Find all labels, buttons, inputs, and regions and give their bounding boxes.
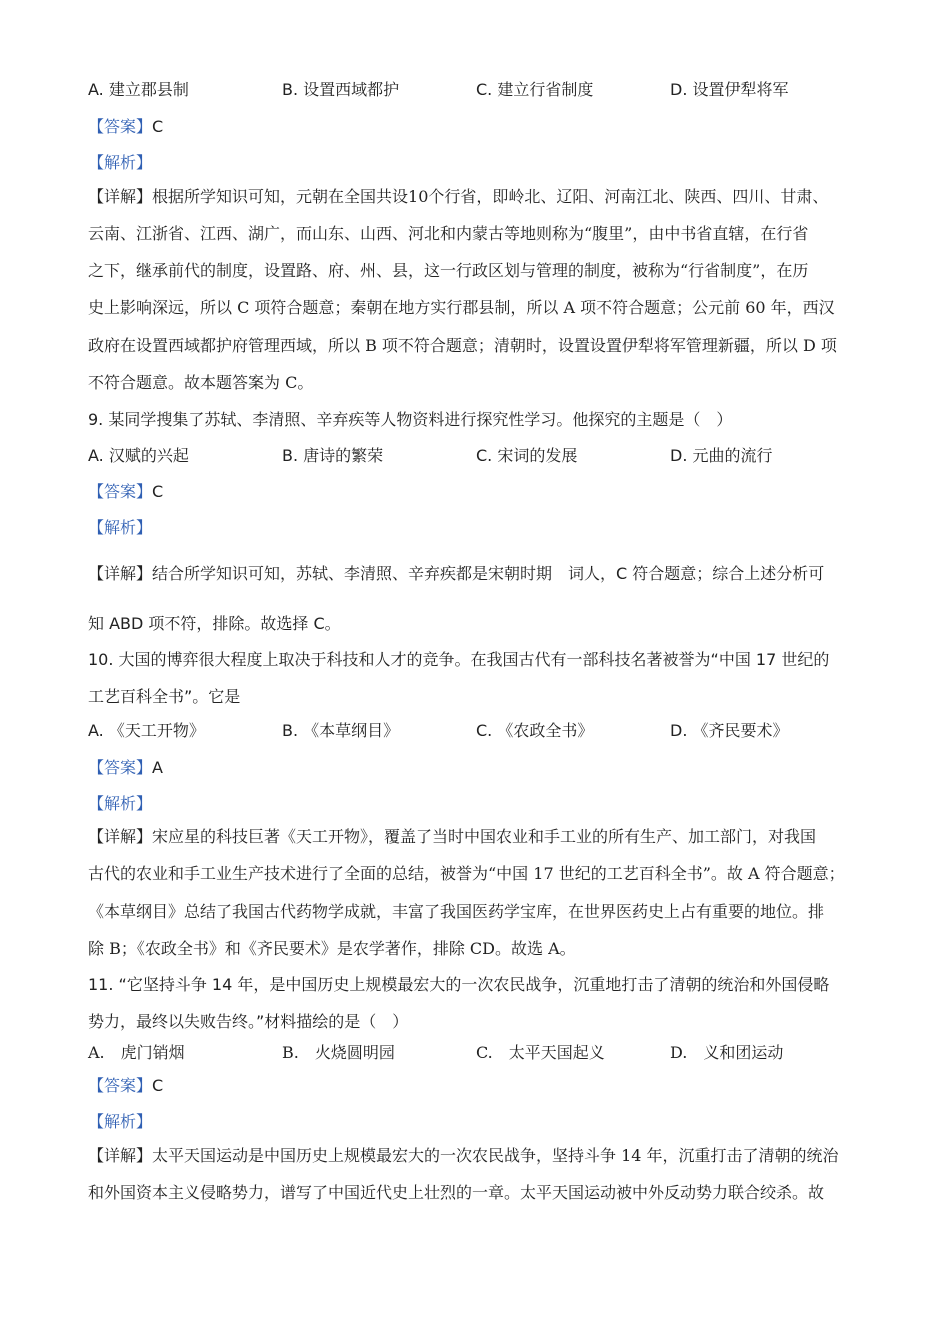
q10-question-line-1: 10. 大国的博弈很大程度上取决于科技和人才的竞争。在我国古代有一部科技名著被誉为“中国 17 世纪的 (88, 650, 830, 669)
q11-answer-label: 【答案】 (88, 1076, 153, 1095)
q11-option-b: B. 火烧圆明园 (282, 1043, 395, 1062)
q11-detail-text-1: 太平天国运动是中国历史上规模最宏大的一次农民战争，坚持斗争 14 年，沉重打击了清朝的统治 (152, 1146, 839, 1165)
q8-option-a: A. 建立郡县制 (88, 80, 189, 99)
q10-answer-label: 【答案】 (88, 758, 153, 777)
q8-answer-value: C (152, 117, 164, 136)
q11-option-a: A. 虎门销烟 (88, 1043, 185, 1062)
q10-answer-value: A (152, 758, 163, 777)
q9-answer-label: 【答案】 (88, 482, 153, 501)
q10-detail-line-4: 除 B；《农政全书》和《齐民要术》是农学著作，排除 CD。故选 A。 (88, 939, 576, 958)
q9-option-d: D. 元曲的流行 (670, 446, 773, 465)
q8-detail-line-4: 史上影响深远，所以 C 项符合题意；秦朝在地方实行郡县制，所以 A 项不符合题意；公元前 60 年，西汉 (88, 298, 835, 317)
q9-analysis-label: 【解析】 (88, 518, 153, 537)
q10-analysis-label: 【解析】 (88, 794, 153, 813)
q8-detail-line-6: 不符合题意。故本题答案为 C。 (88, 373, 314, 392)
q10-question-line-2: 工艺百科全书”。它是 (88, 687, 241, 706)
q11-option-d: D. 义和团运动 (670, 1043, 784, 1062)
q9-option-b: B. 唐诗的繁荣 (282, 446, 384, 465)
q11-question-line-1: 11. “它坚持斗争 14 年，是中国历史上规模最宏大的一次农民战争，沉重地打击了清朝的统治和外国侵略 (88, 975, 830, 994)
q11-detail-label: 【详解】 (88, 1146, 153, 1165)
q8-detail-label: 【详解】 (88, 187, 153, 206)
q10-option-a: A. 《天工开物》 (88, 721, 205, 740)
q11-option-c: C. 太平天国起义 (476, 1043, 605, 1062)
q9-option-c: C. 宋词的发展 (476, 446, 578, 465)
q11-answer-value: C (152, 1076, 164, 1095)
q9-detail-line-2: 知 ABD 项不符，排除。故选择 C。 (88, 614, 341, 633)
q10-option-b: B. 《本草纲目》 (282, 721, 400, 740)
q10-answer (88, 758, 163, 778)
q9-detail-line-1 (88, 564, 824, 584)
q8-analysis-label: 【解析】 (88, 153, 153, 172)
q8-answer-label: 【答案】 (88, 117, 153, 136)
q8-answer (88, 117, 163, 137)
q8-detail-line-5: 政府在设置西域都护府管理西域，所以 B 项不符合题意；清朝时，设置设置伊犁将军管理新疆，所以 D 项 (88, 336, 837, 355)
q11-detail-line-2: 和外国资本主义侵略势力，谱写了中国近代史上壮烈的一章。太平天国运动被中外反动势力联合绞杀。故 (88, 1183, 825, 1202)
q10-detail-label: 【详解】 (88, 827, 153, 846)
q10-detail-text-1: 宋应星的科技巨著《天工开物》，覆盖了当时中国农业和手工业的所有生产、加工部门，对我国 (152, 827, 817, 846)
q8-detail-line-1 (88, 187, 828, 207)
q11-analysis-label: 【解析】 (88, 1112, 153, 1131)
q9-detail-text-1: 结合所学知识可知，苏轼、李清照、辛弃疾都是宋朝时期 词人，C 符合题意；综合上述分析可 (152, 564, 825, 583)
q8-option-d: D. 设置伊犁将军 (670, 80, 789, 99)
q9-question: 9. 某同学搜集了苏轼、李清照、辛弃疾等人物资料进行探究性学习。他探究的主题是（ ） (88, 410, 733, 429)
q8-option-b: B. 设置西域都护 (282, 80, 400, 99)
q10-detail-line-3: 《本草纲目》总结了我国古代药物学成就，丰富了我国医药学宝库，在世界医药史上占有重要的地位。排 (88, 902, 825, 921)
q11-detail-line-1 (88, 1146, 839, 1166)
q10-detail-line-2: 古代的农业和手工业生产技术进行了全面的总结，被誉为“中国 17 世纪的工艺百科全书”。故 A 符合题意； (88, 864, 845, 883)
q10-option-d: D. 《齐民要术》 (670, 721, 789, 740)
q8-option-c: C. 建立行省制度 (476, 80, 594, 99)
q10-detail-line-1 (88, 827, 816, 847)
q11-answer (88, 1076, 163, 1096)
q9-answer (88, 482, 163, 502)
q9-detail-label: 【详解】 (88, 564, 153, 583)
q8-detail-line-2: 云南、江浙省、江西、湖广，而山东、山西、河北和内蒙古等地则称为“腹里”，由中书省直辖，在行省 (88, 224, 809, 243)
q11-question-line-2: 势力，最终以失败告终。”材料描绘的是（ ） (88, 1012, 409, 1031)
q9-answer-value: C (152, 482, 164, 501)
q9-option-a: A. 汉赋的兴起 (88, 446, 189, 465)
q10-option-c: C. 《农政全书》 (476, 721, 594, 740)
q8-detail-line-3: 之下，继承前代的制度，设置路、府、州、县，这一行政区划与管理的制度，被称为“行省制度”，在历 (88, 261, 809, 280)
q8-detail-text-1: 根据所学知识可知，元朝在全国共设10个行省，即岭北、辽阳、河南江北、陕西、四川、甘肃、 (152, 187, 829, 206)
